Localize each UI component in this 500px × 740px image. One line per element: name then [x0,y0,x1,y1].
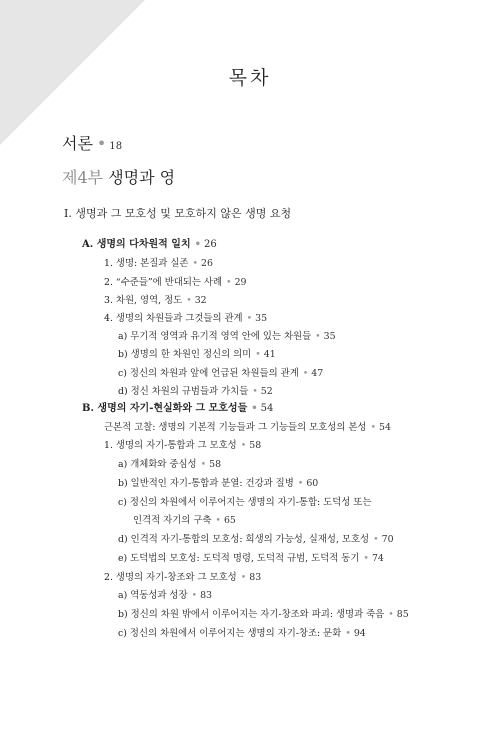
toc-entry[interactable] [104,314,267,323]
entry-text: A. 생명의 다차원적 일치 [82,239,191,250]
toc-entry[interactable] [118,591,212,600]
page-number: 83 [249,572,262,583]
entry-text: 2. 생명의 자기-창조와 그 모호성 [104,572,237,583]
toc-entry[interactable] [104,259,213,268]
intro-label: 서론 [62,134,93,153]
toc-entry[interactable] [104,278,247,287]
entry-text: d) 인격적 자기-통합의 모호성: 희생의 가능성, 실재성, 모호성 [118,534,370,545]
leader-dot: • [315,331,321,342]
toc-entry[interactable] [118,460,221,469]
leader-dot: • [252,386,258,397]
entry-text: c) 정신의 차원에서 이루어지는 생명의 자기-통합: 도덕성 또는 [118,497,372,508]
leader-dot: • [194,239,202,250]
leader-dot: • [302,368,309,379]
leader-dot: • [246,313,253,324]
entry-text: 1. 생명의 자기-통합과 그 모호성 [104,440,237,451]
toc-entry[interactable] [104,296,207,305]
leader-dot: • [191,590,198,601]
toc-entry[interactable] [118,554,384,563]
leader-dot: • [215,515,221,526]
entry-text: 2. “수준들”에 반대되는 사례 [104,277,223,288]
toc-entry[interactable] [118,535,394,544]
page-number: 94 [353,628,366,639]
entry-text: 4. 생명의 차원들과 그것들의 관계 [104,313,243,324]
part-label: 제4부 [62,168,104,187]
leader-dot: • [345,628,351,639]
entry-text: c) 정신의 차원에서 이루어지는 생명의 자기-창조: 문화 [118,628,342,639]
entry-text: I. 생명과 그 모호성 및 모호하지 않은 생명 요청 [64,207,292,220]
page-number: 54 [260,403,274,414]
entry-text: 3. 차원, 영역, 정도 [104,295,183,306]
leader-dot: • [186,295,192,306]
page-number: 52 [260,386,273,397]
entry-text: 근본적 고찰: 생명의 기본적 기능들과 그 기능들의 모호성의 본성 [104,422,367,433]
page-title: 목차 [228,67,272,89]
page-number: 54 [379,422,391,433]
page-number: 26 [200,258,213,269]
entry-text: 인격적 자기의 구축 [133,515,212,526]
entry-text: a) 역동성과 성장 [118,590,188,601]
page-number: 35 [323,331,336,342]
toc-entry[interactable] [118,387,273,396]
leader-dot: • [240,440,247,451]
leader-dot: • [251,403,258,414]
toc-entry[interactable] [118,479,318,488]
page-number: 74 [371,553,384,564]
page-number: 85 [396,609,409,620]
page-number: 29 [234,277,247,288]
page-number: 41 [263,349,276,360]
page-number: 60 [306,478,319,489]
page-number: 58 [249,440,262,451]
toc-entry[interactable] [104,423,391,432]
toc-entry[interactable] [118,350,276,359]
leader-dot: • [240,572,247,583]
leader-dot: • [226,277,232,288]
page-number: 58 [209,459,222,470]
toc-entry[interactable] [104,573,261,582]
toc-entry-subsection[interactable] [82,240,217,250]
toc-entry[interactable] [118,610,409,619]
toc-part-heading[interactable] [62,170,175,186]
page-number: 26 [204,239,217,250]
leader-dot: • [200,459,207,470]
entry-text: d) 정신 차원의 규범들과 가치들 [118,386,249,397]
leader-dot: • [255,349,261,360]
entry-text: c) 정신의 차원과 앞에 언급된 차원들의 관계 [118,368,299,379]
entry-text: b) 일반적인 자기-통합과 분열: 건강과 질병 [118,478,294,489]
part-title: 생명과 영 [108,168,176,187]
page-number: 70 [381,534,394,545]
page-number: 18 [109,141,123,152]
entry-text: 1. 생명: 본질과 실존 [104,258,189,269]
toc-intro[interactable] [62,136,122,152]
toc-entry-section[interactable] [64,208,291,219]
page-number: 35 [255,313,268,324]
entry-text: B. 생명의 자기-현실화와 그 모호성들 [82,403,248,414]
entry-text: a) 무기적 영역과 유기적 영역 안에 있는 차원들 [118,331,312,342]
page-number: 32 [194,295,207,306]
toc-entry[interactable] [118,498,371,507]
leader-dot: • [192,258,198,269]
leader-dot: • [388,609,394,620]
toc-entry[interactable] [118,629,366,638]
entry-text: a) 개체화와 중심성 [118,459,197,470]
page-number: 65 [223,515,236,526]
leader-dot: • [297,478,304,489]
entry-text: b) 정신의 차원 밖에서 이루어지는 자기-창조와 파괴: 생명과 죽음 [118,609,385,620]
toc-entry[interactable] [104,441,261,450]
leader-dot: • [370,422,376,433]
toc-entry[interactable] [118,332,336,341]
page-number: 47 [311,368,324,379]
toc-entry-continued[interactable] [133,516,236,525]
entry-text: e) 도덕법의 모호성: 도덕적 명령, 도덕적 규범, 도덕적 동기 [118,553,360,564]
leader-dot: • [373,534,379,545]
leader-dot: • [363,553,369,564]
entry-text: b) 생명의 한 차원인 정신의 의미 [118,349,252,360]
toc-entry-subsection[interactable] [82,404,273,414]
page-number: 83 [200,590,213,601]
leader-dot: • [96,134,107,153]
toc-entry[interactable] [118,369,323,378]
